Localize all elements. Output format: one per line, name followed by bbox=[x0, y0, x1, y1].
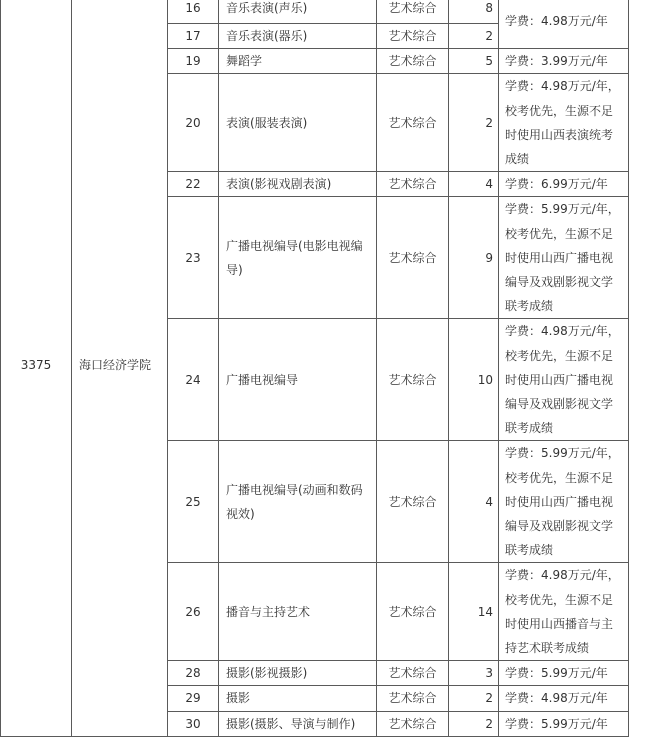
tuition-note: 学费：4.98万元/年，校考优先，生源不足时使用山西广播电视编导及戏剧影视文学联考成绩 bbox=[499, 319, 629, 441]
major-name: 播音与主持艺术 bbox=[219, 563, 377, 661]
plan-count: 2 bbox=[449, 711, 499, 736]
exam-type: 艺术综合 bbox=[377, 24, 449, 49]
tuition-note: 学费：4.98万元/年 bbox=[499, 0, 629, 49]
tuition-note: 学费：4.98万元/年 bbox=[499, 686, 629, 711]
tuition-note: 学费：3.99万元/年 bbox=[499, 49, 629, 74]
exam-type: 艺术综合 bbox=[377, 686, 449, 711]
major-name: 摄影(摄影、导演与制作) bbox=[219, 711, 377, 736]
major-number: 30 bbox=[168, 711, 219, 736]
major-number: 20 bbox=[168, 74, 219, 172]
major-number: 25 bbox=[168, 441, 219, 563]
major-name: 摄影 bbox=[219, 686, 377, 711]
major-name: 音乐表演(器乐) bbox=[219, 24, 377, 49]
major-name: 广播电视编导(电影电视编导) bbox=[219, 197, 377, 319]
major-number: 26 bbox=[168, 563, 219, 661]
major-number: 29 bbox=[168, 686, 219, 711]
major-name: 舞蹈学 bbox=[219, 49, 377, 74]
major-number: 17 bbox=[168, 24, 219, 49]
plan-count: 4 bbox=[449, 441, 499, 563]
school-code-cell: 3375 bbox=[1, 0, 72, 736]
school-name-cell: 海口经济学院 bbox=[72, 0, 168, 736]
plan-count: 2 bbox=[449, 74, 499, 172]
tuition-note: 学费：4.98万元/年，校考优先，生源不足时使用山西表演统考成绩 bbox=[499, 74, 629, 172]
plan-count: 4 bbox=[449, 172, 499, 197]
tuition-note: 学费：5.99万元/年 bbox=[499, 711, 629, 736]
exam-type: 艺术综合 bbox=[377, 319, 449, 441]
plan-count: 9 bbox=[449, 197, 499, 319]
exam-type: 艺术综合 bbox=[377, 563, 449, 661]
exam-type: 艺术综合 bbox=[377, 441, 449, 563]
major-name: 广播电视编导(动画和数码视效) bbox=[219, 441, 377, 563]
tuition-note: 学费：5.99万元/年，校考优先，生源不足时使用山西广播电视编导及戏剧影视文学联考成绩 bbox=[499, 441, 629, 563]
exam-type: 艺术综合 bbox=[377, 74, 449, 172]
plan-count: 3 bbox=[449, 661, 499, 686]
tuition-note: 学费：4.98万元/年，校考优先，生源不足时使用山西播音与主持艺术联考成绩 bbox=[499, 563, 629, 661]
major-number: 28 bbox=[168, 661, 219, 686]
tuition-note: 学费：6.99万元/年 bbox=[499, 172, 629, 197]
plan-count: 14 bbox=[449, 563, 499, 661]
tuition-note: 学费：5.99万元/年，校考优先，生源不足时使用山西广播电视编导及戏剧影视文学联考成绩 bbox=[499, 197, 629, 319]
exam-type: 艺术综合 bbox=[377, 49, 449, 74]
exam-type: 艺术综合 bbox=[377, 711, 449, 736]
plan-count: 2 bbox=[449, 24, 499, 49]
exam-type: 艺术综合 bbox=[377, 0, 449, 24]
plan-count: 8 bbox=[449, 0, 499, 24]
major-number: 24 bbox=[168, 319, 219, 441]
major-name: 音乐表演(声乐) bbox=[219, 0, 377, 24]
exam-type: 艺术综合 bbox=[377, 661, 449, 686]
plan-count: 10 bbox=[449, 319, 499, 441]
table-row bbox=[1, 0, 629, 24]
plan-count: 2 bbox=[449, 686, 499, 711]
major-number: 16 bbox=[168, 0, 219, 24]
major-name: 摄影(影视摄影) bbox=[219, 661, 377, 686]
major-number: 22 bbox=[168, 172, 219, 197]
major-number: 23 bbox=[168, 197, 219, 319]
tuition-note: 学费：5.99万元/年 bbox=[499, 661, 629, 686]
major-name: 表演(服装表演) bbox=[219, 74, 377, 172]
exam-type: 艺术综合 bbox=[377, 172, 449, 197]
exam-type: 艺术综合 bbox=[377, 197, 449, 319]
major-number: 19 bbox=[168, 49, 219, 74]
major-name: 表演(影视戏剧表演) bbox=[219, 172, 377, 197]
major-name: 广播电视编导 bbox=[219, 319, 377, 441]
plan-count: 5 bbox=[449, 49, 499, 74]
